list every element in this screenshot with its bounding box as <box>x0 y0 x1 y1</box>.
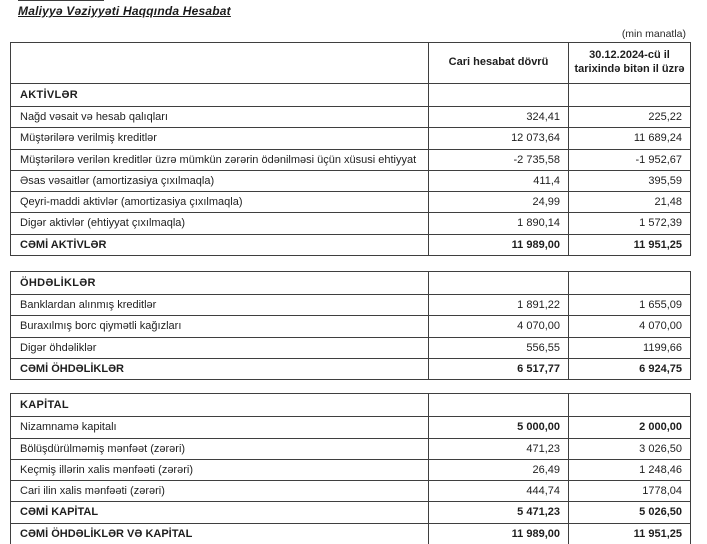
empty-cell <box>429 84 569 107</box>
table-row <box>11 128 691 149</box>
row-label: Banklardan alınmış kreditlər <box>11 295 429 316</box>
row-label: Əsas vəsaitlər (amortizasiya çıxılmaqla) <box>11 170 429 191</box>
table-gap <box>10 380 690 393</box>
row-label: Nağd vəsait və hesab qalıqları <box>11 107 429 128</box>
table-row <box>11 481 691 502</box>
table-gap <box>10 256 690 271</box>
row-previous-value: 1778,04 <box>569 481 691 502</box>
section-header-equity <box>11 394 691 417</box>
grand-total-row <box>11 523 691 544</box>
table-row <box>11 149 691 170</box>
section-title: ÖHDƏLİKLƏR <box>11 272 429 295</box>
total-row-equity <box>11 502 691 523</box>
grand-total-previous-value: 11 951,25 <box>569 523 691 544</box>
row-previous-value: 3 026,50 <box>569 438 691 459</box>
page-title: Maliyyə Vəziyyəti Haqqında Hesabat <box>18 4 231 18</box>
total-current-value: 11 989,00 <box>429 234 569 255</box>
row-current-value: 5 000,00 <box>429 417 569 438</box>
tables-container <box>10 42 690 544</box>
row-label: Müştərilərə verilmiş kreditlər <box>11 128 429 149</box>
section-title: KAPİTAL <box>11 394 429 417</box>
row-previous-value: 11 689,24 <box>569 128 691 149</box>
row-previous-value: 1 572,39 <box>569 213 691 234</box>
row-current-value: 324,41 <box>429 107 569 128</box>
row-label: Bölüşdürülməmiş mənfəət (zərəri) <box>11 438 429 459</box>
table-row <box>11 417 691 438</box>
total-row-assets <box>11 234 691 255</box>
row-label: Müştərilərə verilən kreditlər üzrə mümkün zərərin ödənilməsi üçün xüsusi ehtiyyat <box>11 149 429 170</box>
table-row <box>11 316 691 337</box>
total-previous-value: 5 026,50 <box>569 502 691 523</box>
row-label: Cari ilin xalis mənfəəti (zərəri) <box>11 481 429 502</box>
empty-cell <box>569 272 691 295</box>
total-current-value: 6 517,77 <box>429 358 569 379</box>
row-current-value: 4 070,00 <box>429 316 569 337</box>
table-row <box>11 170 691 191</box>
assets-table <box>10 42 691 256</box>
table-row <box>11 295 691 316</box>
unit-note: (min manatla) <box>621 28 686 40</box>
row-current-value: 1 890,14 <box>429 213 569 234</box>
table-row <box>11 213 691 234</box>
total-current-value: 5 471,23 <box>429 502 569 523</box>
row-current-value: 444,74 <box>429 481 569 502</box>
table-row <box>11 192 691 213</box>
total-row-liabilities <box>11 358 691 379</box>
empty-cell <box>569 394 691 417</box>
table-row <box>11 459 691 480</box>
row-previous-value: 1 655,09 <box>569 295 691 316</box>
section-title: AKTİVLƏR <box>11 84 429 107</box>
total-label: CƏMİ ÖHDƏLİKLƏR <box>11 358 429 379</box>
empty-cell <box>429 394 569 417</box>
top-edge-line-fragment <box>18 0 104 1</box>
row-current-value: -2 735,58 <box>429 149 569 170</box>
row-current-value: 471,23 <box>429 438 569 459</box>
column-header-previous: 30.12.2024-cü il tarixində bitən il üzrə <box>569 43 691 84</box>
row-previous-value: 225,22 <box>569 107 691 128</box>
table-row <box>11 438 691 459</box>
row-label: Buraxılmış borc qiymətli kağızları <box>11 316 429 337</box>
empty-cell <box>569 84 691 107</box>
grand-total-current-value: 11 989,00 <box>429 523 569 544</box>
row-label: Keçmiş illərin xalis mənfəəti (zərəri) <box>11 459 429 480</box>
row-previous-value: 1 248,46 <box>569 459 691 480</box>
row-current-value: 556,55 <box>429 337 569 358</box>
section-header-assets <box>11 84 691 107</box>
row-current-value: 411,4 <box>429 170 569 191</box>
row-previous-value: 21,48 <box>569 192 691 213</box>
total-previous-value: 11 951,25 <box>569 234 691 255</box>
total-label: CƏMİ KAPİTAL <box>11 502 429 523</box>
column-header-row <box>11 43 691 84</box>
row-current-value: 24,99 <box>429 192 569 213</box>
table-row <box>11 107 691 128</box>
total-label: CƏMİ AKTİVLƏR <box>11 234 429 255</box>
row-label: Digər öhdəliklər <box>11 337 429 358</box>
row-current-value: 12 073,64 <box>429 128 569 149</box>
row-previous-value: 395,59 <box>569 170 691 191</box>
table-row <box>11 337 691 358</box>
row-label: Digər aktivlər (ehtiyyat çıxılmaqla) <box>11 213 429 234</box>
row-previous-value: -1 952,67 <box>569 149 691 170</box>
grand-total-label: CƏMİ ÖHDƏLİKLƏR VƏ KAPİTAL <box>11 523 429 544</box>
liabilities-table <box>10 271 691 380</box>
section-header-liabilities <box>11 272 691 295</box>
row-label: Qeyri-maddi aktivlər (amortizasiya çıxılmaqla) <box>11 192 429 213</box>
row-previous-value: 4 070,00 <box>569 316 691 337</box>
row-current-value: 26,49 <box>429 459 569 480</box>
equity-table <box>10 393 691 544</box>
row-current-value: 1 891,22 <box>429 295 569 316</box>
total-previous-value: 6 924,75 <box>569 358 691 379</box>
column-header-empty <box>11 43 429 84</box>
column-header-current: Cari hesabat dövrü <box>429 43 569 84</box>
empty-cell <box>429 272 569 295</box>
row-label: Nizamnamə kapitalı <box>11 417 429 438</box>
row-previous-value: 2 000,00 <box>569 417 691 438</box>
row-previous-value: 1199,66 <box>569 337 691 358</box>
